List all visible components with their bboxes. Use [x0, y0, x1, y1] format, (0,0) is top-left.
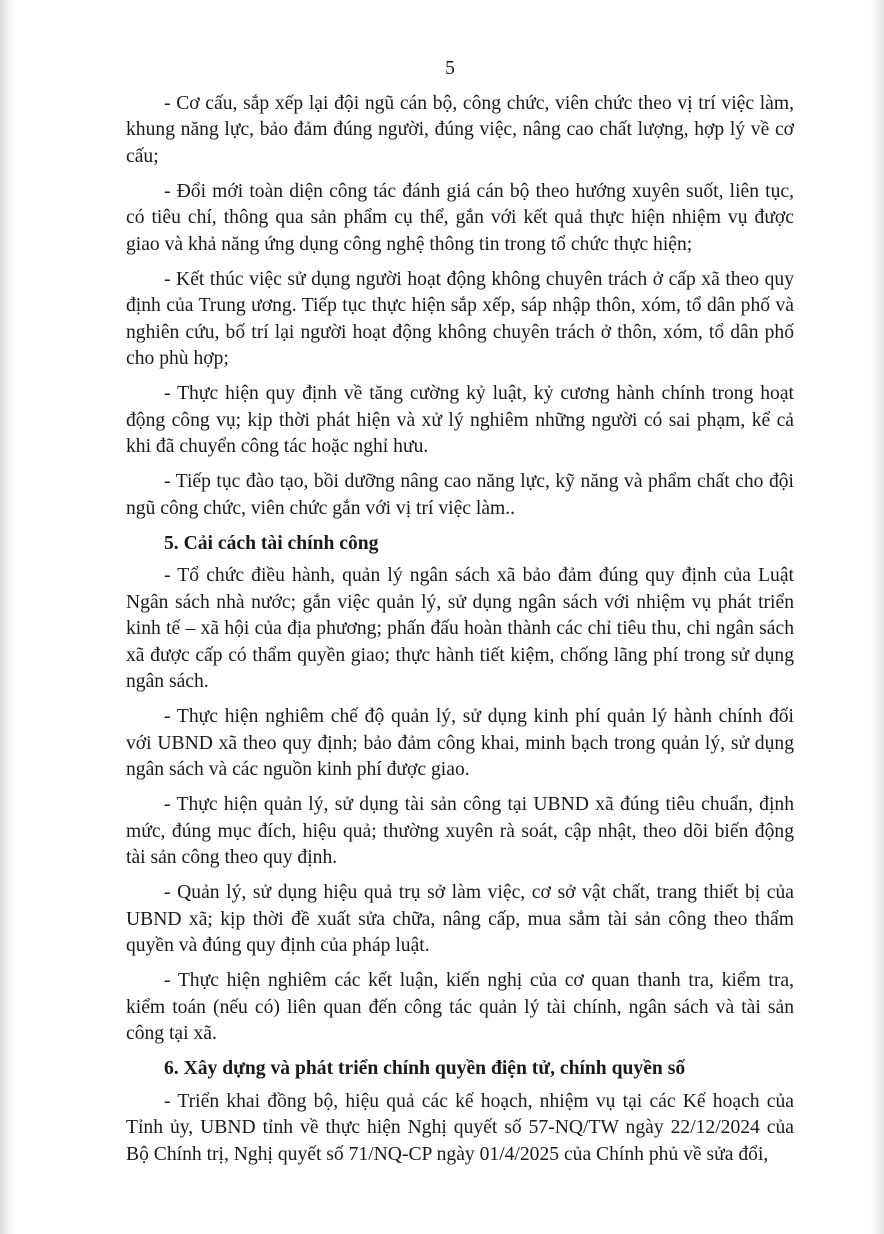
paragraph: - Thực hiện nghiêm các kết luận, kiến nghị của cơ quan thanh tra, kiểm tra, kiểm toán (nếu có) liên quan đến công tác quản lý tài chính, ngân sách và tài sản công tại xã.: [126, 970, 794, 1044]
paragraph: - Kết thúc việc sử dụng người hoạt động không chuyên trách ở cấp xã theo quy định của Trung ương. Tiếp tục thực hiện sắp xếp, sáp nhập thôn, xóm, tổ dân phố và nghiên cứu, bố trí lại người hoạt động không chuyên trách ở thôn, xóm, tổ dân phố cho phù hợp;: [126, 268, 794, 369]
paragraph: - Tiếp tục đào tạo, bồi dưỡng nâng cao năng lực, kỹ năng và phẩm chất cho đội ngũ công chức, viên chức gắn với vị trí việc làm..: [126, 471, 794, 519]
paragraph: - Triển khai đồng bộ, hiệu quả các kế hoạch, nhiệm vụ tại các Kế hoạch của Tỉnh ủy, UBND tỉnh về thực hiện Nghị quyết số 57-NQ/TW ngày 22/12/2024 của Bộ Chính trị, Nghị quyết số 71/NQ-CP ngày 01/4/2025 của Chính phủ về sửa đổi,: [126, 1090, 794, 1165]
page-number: 5: [445, 58, 455, 79]
section-heading-6: 6. Xây dựng và phát triển chính quyền điện tử, chính quyền số: [164, 1058, 686, 1079]
paragraph: - Tổ chức điều hành, quản lý ngân sách xã bảo đảm đúng quy định của Luật Ngân sách nhà nước; gắn việc quản lý, sử dụng ngân sách với nhiệm vụ phát triển kinh tế – xã hội của địa phương; phấn đấu hoàn thành các chỉ tiêu thu, chi ngân sách xã được cấp có thẩm quyền giao; thực hành tiết kiệm, chống lãng phí trong sử dụng ngân sách.: [126, 565, 794, 692]
paragraph: - Thực hiện nghiêm chế độ quản lý, sử dụng kinh phí quản lý hành chính đối với UBND xã theo quy định; bảo đảm công khai, minh bạch trong quản lý, sử dụng ngân sách và các nguồn kinh phí được giao.: [126, 706, 794, 780]
paragraph: - Thực hiện quy định về tăng cường kỷ luật, kỷ cương hành chính trong hoạt động công vụ; kịp thời phát hiện và xử lý nghiêm những người có sai phạm, kể cả khi đã chuyển công tác hoặc nghỉ hưu.: [126, 383, 794, 457]
section-heading-5: 5. Cải cách tài chính công: [164, 532, 379, 554]
paragraph: - Quản lý, sử dụng hiệu quả trụ sở làm việc, cơ sở vật chất, trang thiết bị của UBND xã; kịp thời đề xuất sửa chữa, nâng cấp, mua sắm tài sản công theo thẩm quyền và đúng quy định của pháp luật.: [126, 882, 794, 956]
paragraph: - Đổi mới toàn diện công tác đánh giá cán bộ theo hướng xuyên suốt, liên tục, có tiêu chí, thông qua sản phẩm cụ thể, gắn với kết quả thực hiện nhiệm vụ được giao và khả năng ứng dụng công nghệ thông tin trong tổ chức thực hiện;: [126, 180, 794, 255]
paragraph: - Thực hiện quản lý, sử dụng tài sản công tại UBND xã đúng tiêu chuẩn, định mức, đúng mục đích, hiệu quả; thường xuyên rà soát, cập nhật, theo dõi biến động tài sản công theo quy định.: [126, 794, 794, 868]
paragraph: - Cơ cấu, sắp xếp lại đội ngũ cán bộ, công chức, viên chức theo vị trí việc làm, khung năng lực, bảo đảm đúng người, đúng việc, nâng cao chất lượng, hợp lý về cơ cấu;: [126, 92, 794, 167]
